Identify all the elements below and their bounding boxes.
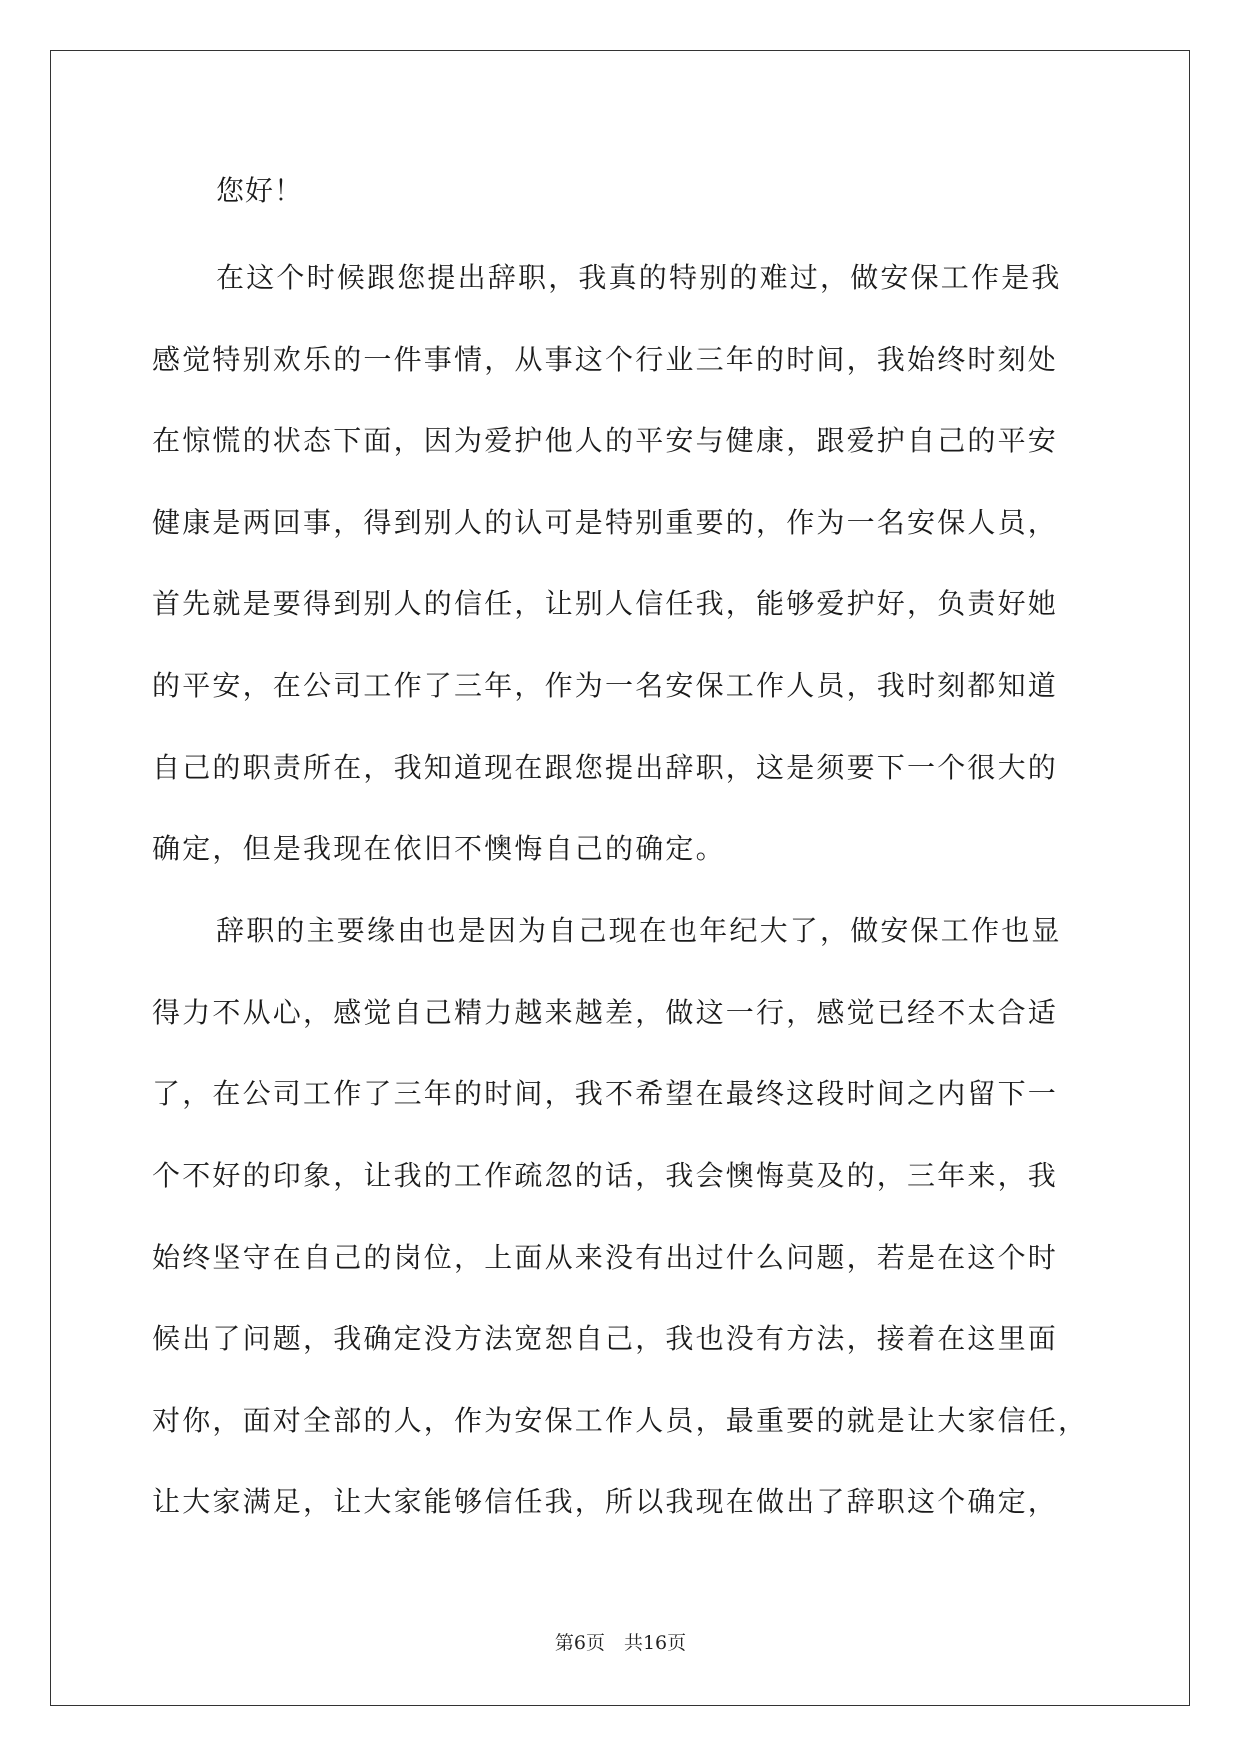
text-line: 了，在公司工作了三年的时间，我不希望在最终这段时间之内留下一 — [152, 1077, 1059, 1111]
text-line: 确定，但是我现在依旧不懊悔自己的确定。 — [152, 832, 726, 866]
text-line: 候出了问题，我确定没方法宽恕自己，我也没有方法，接着在这里面 — [152, 1322, 1059, 1356]
text-line: 感觉特别欢乐的一件事情，从事这个行业三年的时间，我始终时刻处 — [152, 342, 1059, 376]
document-body — [152, 167, 1088, 1557]
text-line: 辞职的主要缘由也是因为自己现在也年纪大了，做安保工作也显 — [216, 914, 1062, 948]
text-line: 让大家满足，让大家能够信任我，所以我现在做出了辞职这个确定， — [152, 1485, 1059, 1519]
text-line: 得力不从心，感觉自己精力越来越差，做这一行，感觉已经不太合适 — [152, 995, 1059, 1029]
text-line: 对你，面对全部的人，作为安保工作人员，最重要的就是让大家信任， — [152, 1403, 1089, 1437]
text-line: 健康是两回事，得到别人的认可是特别重要的，作为一名安保人员， — [152, 505, 1059, 539]
greeting: 您好！ — [216, 174, 304, 207]
text-line: 个不好的印象，让我的工作疏忽的话，我会懊悔莫及的，三年来，我 — [152, 1158, 1059, 1192]
paragraph-2 — [152, 904, 1088, 1529]
text-line: 在这个时候跟您提出辞职，我真的特别的难过，做安保工作是我 — [216, 261, 1062, 294]
text-line: 始终坚守在自己的岗位，上面从来没有出过什么问题，若是在这个时 — [152, 1240, 1059, 1274]
paragraph-1 — [152, 251, 1088, 876]
text-line: 自己的职责所在，我知道现在跟您提出辞职，这是须要下一个很大的 — [152, 750, 1059, 784]
text-line: 在惊慌的状态下面，因为爱护他人的平安与健康，跟爱护自己的平安 — [152, 424, 1059, 458]
text-line: 的平安，在公司工作了三年，作为一名安保工作人员，我时刻都知道 — [152, 668, 1059, 702]
page-number: 第6页 共16页 — [554, 1632, 687, 1654]
text-line: 首先就是要得到别人的信任，让别人信任我，能够爱护好，负责好她 — [152, 587, 1059, 621]
